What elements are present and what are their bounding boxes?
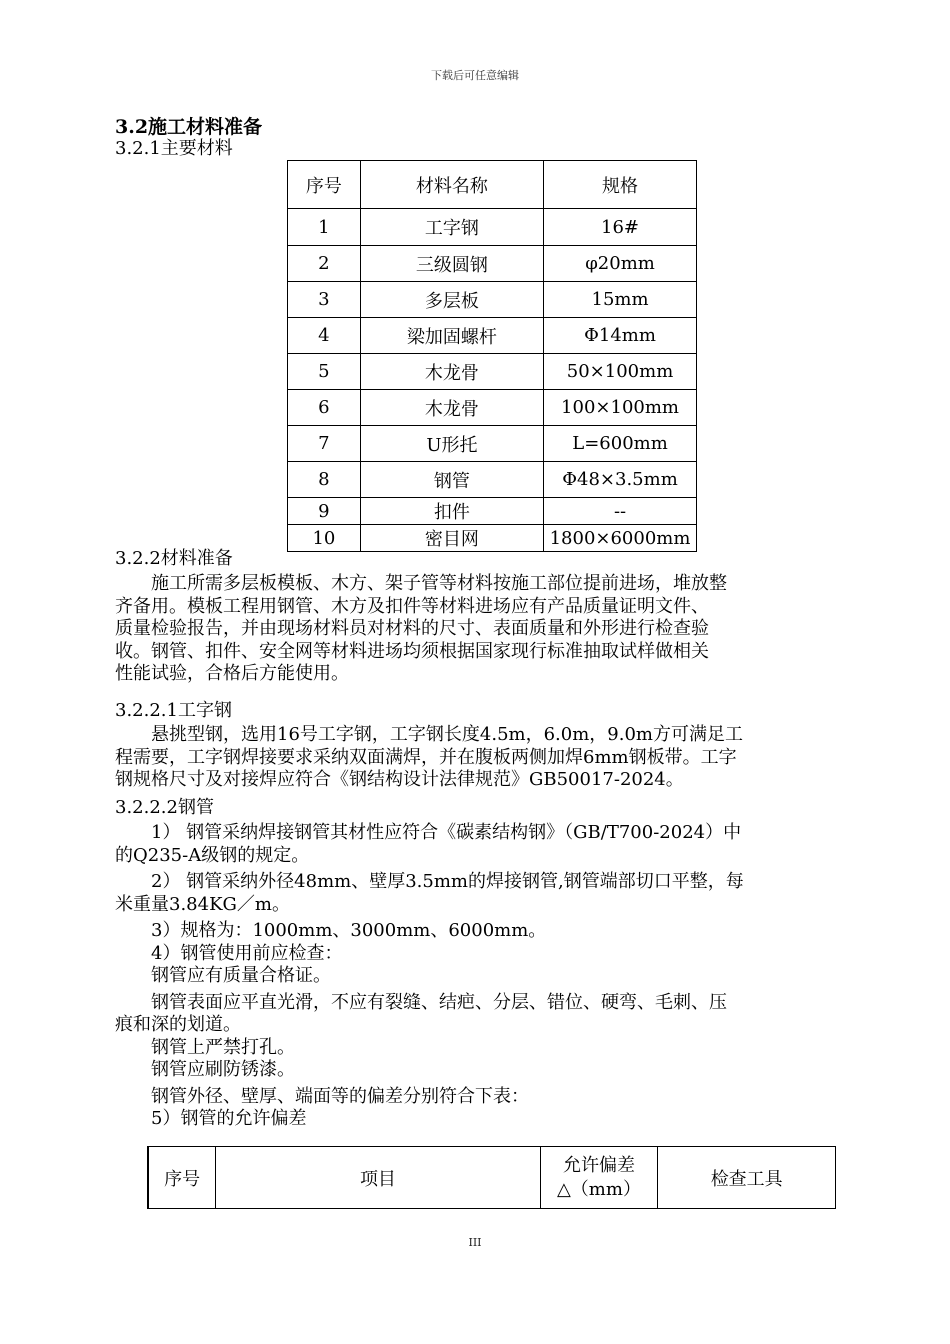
- table-cell: 100×100mm: [544, 390, 697, 426]
- table-row: [288, 209, 697, 246]
- header-cell: 规格: [544, 161, 697, 209]
- table-cell: 密目网: [360, 525, 543, 552]
- text-line: 施工所需多层板模板、木方、架子管等材料按施工部位提前进场，堆放整: [151, 573, 727, 594]
- table-cell: 8: [288, 462, 361, 498]
- header-cell: 序号: [148, 1147, 216, 1209]
- subsection-3-2-2-2: 3.2.2.2钢管: [115, 797, 214, 818]
- subsection-3-2-2: 3.2.2材料准备: [115, 548, 233, 569]
- table-cell: 钢管: [360, 462, 543, 498]
- table-row: [288, 498, 697, 525]
- text-line: 3）规格为：1000mm、3000mm、6000mm。: [151, 920, 547, 941]
- text-line: 程需要，工字钢焊接要求采纳双面满焊，并在腹板两侧加焊6mm钢板带。工字: [115, 746, 737, 768]
- header-cell: [540, 1147, 658, 1209]
- table-cell: φ20mm: [544, 246, 697, 282]
- page-number: III: [468, 1236, 482, 1249]
- text-line: 钢管外径、壁厚、端面等的偏差分别符合下表：: [151, 1085, 529, 1107]
- text-line: 2） 钢管采纳外径48mm、壁厚3.5mm的焊接钢管,钢管端部切口平整，每: [151, 871, 744, 892]
- table-cell: 木龙骨: [360, 390, 543, 426]
- section-title: 3.2施工材料准备: [115, 116, 263, 138]
- subsection-3-2-1: 3.2.1主要材料: [115, 138, 233, 159]
- table-cell: 4: [288, 318, 361, 354]
- text-line: 钢管上严禁打孔。: [151, 1036, 295, 1058]
- table-cell: 50×100mm: [544, 354, 697, 390]
- table-cell: 木龙骨: [360, 354, 543, 390]
- text-line: 性能试验，合格后方能使用。: [115, 663, 349, 684]
- text-line: 钢管表面应平直光滑，不应有裂缝、结疤、分层、错位、硬弯、毛刺、压: [151, 991, 727, 1013]
- table-cell: 1: [288, 209, 361, 246]
- table-cell: 5: [288, 354, 361, 390]
- header-cell-line: △（mm）: [556, 1178, 641, 1200]
- text-line: 钢管应刷防锈漆。: [151, 1059, 295, 1080]
- text-line: 质量检验报告，并由现场材料员对材料的尺寸、表面质量和外形进行检查验: [115, 618, 709, 639]
- table-cell: 工字钢: [360, 209, 543, 246]
- text-line: 痕和深的划道。: [115, 1014, 241, 1035]
- paragraph-material-prep: [115, 573, 875, 686]
- table-cell: 16#: [544, 209, 697, 246]
- table-cell: 扣件: [360, 498, 543, 525]
- text-line: 的Q235-A级钢的规定。: [115, 844, 310, 866]
- subsection-3-2-2-1: 3.2.2.1工字钢: [115, 700, 232, 721]
- text-line: 收。钢管、扣件、安全网等材料进场均须根据国家现行标准抽取试样做相关: [115, 640, 709, 662]
- table-cell: 3: [288, 282, 361, 318]
- text-line: 悬挑型钢，选用16号工字钢，工字钢长度4.5m，6.0m，9.0m方可满足工: [151, 724, 743, 745]
- table-header-row: [288, 161, 697, 209]
- table-row: [288, 426, 697, 462]
- text-line: 4）钢管使用前应检查：: [151, 942, 343, 964]
- tolerance-table: [147, 1146, 836, 1209]
- header-cell: 序号: [288, 161, 361, 209]
- text-line: 齐备用。模板工程用钢管、木方及扣件等材料进场应有产品质量证明文件、: [115, 595, 709, 617]
- paragraph-i-beam: [115, 724, 875, 792]
- header-cell: 材料名称: [360, 161, 543, 209]
- header-note: 下载后可任意编辑: [431, 69, 519, 82]
- materials-table: [287, 160, 697, 552]
- table-row: [288, 525, 697, 552]
- table-cell: 7: [288, 426, 361, 462]
- table-cell: 2: [288, 246, 361, 282]
- table-cell: 10: [288, 525, 361, 552]
- table-row: [288, 282, 697, 318]
- text-line: 钢规格尺寸及对接焊应符合《钢结构设计法律规范》GB50017-2024。: [115, 769, 684, 790]
- table-cell: 梁加固螺杆: [360, 318, 543, 354]
- table-row: [288, 390, 697, 426]
- table-row: [288, 318, 697, 354]
- table-cell: L=600mm: [544, 426, 697, 462]
- table-row: [288, 246, 697, 282]
- table-header-row: [148, 1147, 836, 1209]
- table-cell: --: [544, 498, 697, 525]
- table-row: [288, 354, 697, 390]
- paragraph-steel-pipe: [115, 822, 875, 1131]
- table-cell: 三级圆钢: [360, 246, 543, 282]
- text-line: 5）钢管的允许偏差: [151, 1108, 307, 1129]
- table-cell: 6: [288, 390, 361, 426]
- text-line: 钢管应有质量合格证。: [151, 965, 331, 986]
- table-cell: 多层板: [360, 282, 543, 318]
- header-cell: 项目: [216, 1147, 540, 1209]
- table-cell: Φ48×3.5mm: [544, 462, 697, 498]
- text-line: 1） 钢管采纳焊接钢管其材性应符合《碳素结构钢》（GB/T700-2024）中: [151, 822, 742, 843]
- text-line: 米重量3.84KG／m。: [115, 893, 290, 915]
- table-cell: Φ14mm: [544, 318, 697, 354]
- header-cell-line: 允许偏差: [562, 1154, 635, 1176]
- table-cell: 1800×6000mm: [544, 525, 697, 552]
- table-cell: U形托: [360, 426, 543, 462]
- header-cell: 检查工具: [658, 1147, 836, 1209]
- table-row: [288, 462, 697, 498]
- table-cell: 9: [288, 498, 361, 525]
- table-cell: 15mm: [544, 282, 697, 318]
